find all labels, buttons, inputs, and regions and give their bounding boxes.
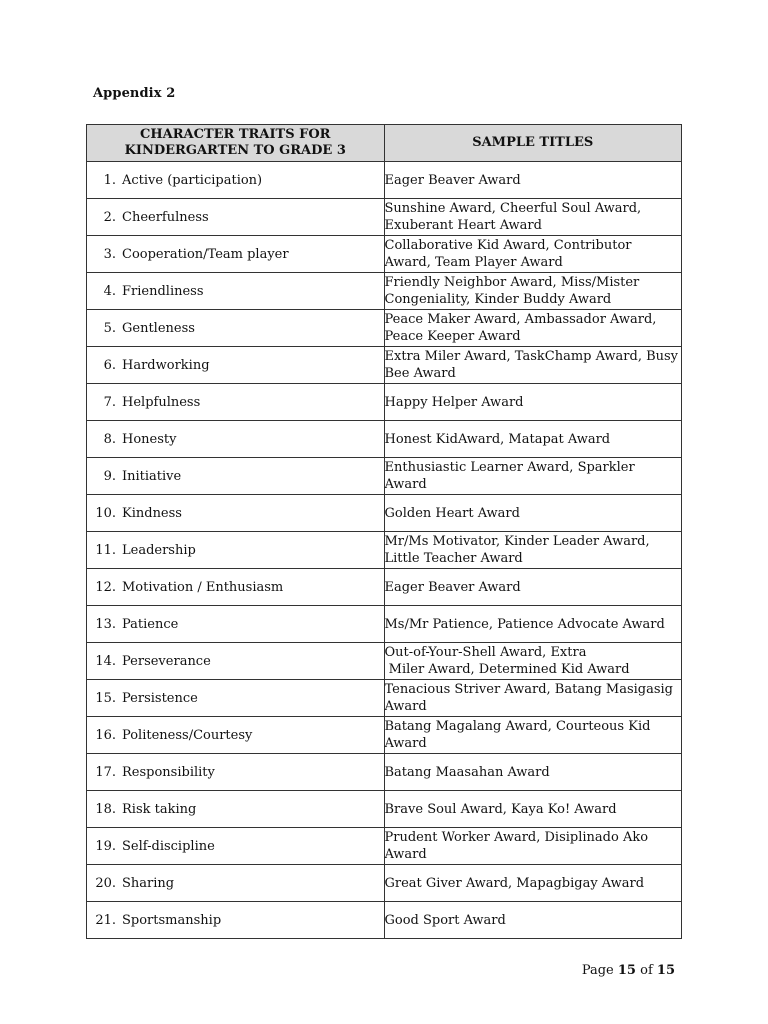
sample-titles-text: Eager Beaver Award xyxy=(384,172,521,188)
trait-cell xyxy=(87,495,385,532)
table-row xyxy=(87,606,682,643)
trait-name: Patience xyxy=(122,616,179,632)
trait-number: 15. xyxy=(95,690,116,706)
table-row xyxy=(87,199,682,236)
sample-titles-cell xyxy=(384,865,682,902)
table-row xyxy=(87,236,682,273)
character-traits-table xyxy=(86,124,682,939)
trait-cell xyxy=(87,902,385,939)
of-label: of xyxy=(640,963,653,978)
table-row xyxy=(87,532,682,569)
trait-cell xyxy=(87,680,385,717)
trait-name: Friendliness xyxy=(122,283,204,299)
trait-number: 3. xyxy=(103,246,116,262)
sample-titles-text: Collaborative Kid Award, Contributor Award, Team Player Award xyxy=(384,238,636,270)
sample-titles-text: Friendly Neighbor Award, Miss/Mister Congeniality, Kinder Buddy Award xyxy=(384,275,644,307)
table-row xyxy=(87,902,682,939)
trait-number: 18. xyxy=(95,801,116,817)
table-row xyxy=(87,828,682,865)
trait-cell xyxy=(87,532,385,569)
trait-cell xyxy=(87,421,385,458)
table-row xyxy=(87,495,682,532)
trait-number: 7. xyxy=(103,394,116,410)
trait-cell xyxy=(87,569,385,606)
traits-column-header: CHARACTER TRAITS FOR KINDERGARTEN TO GRADE 3 xyxy=(87,125,385,162)
sample-titles-text: Peace Maker Award, Ambassador Award, Peace Keeper Award xyxy=(384,312,661,344)
sample-titles-text: Extra Miler Award, TaskChamp Award, Busy Bee Award xyxy=(384,349,683,381)
trait-name: Perseverance xyxy=(122,653,211,669)
sample-titles-text: Batang Magalang Award, Courteous Kid Award xyxy=(384,719,655,751)
sample-titles-cell xyxy=(384,162,682,199)
trait-number: 16. xyxy=(95,727,116,743)
trait-name: Kindness xyxy=(122,505,182,521)
sample-titles-text: Mr/Ms Motivator, Kinder Leader Award, Little Teacher Award xyxy=(384,534,654,566)
trait-number: 21. xyxy=(95,912,116,928)
trait-name: Responsibility xyxy=(122,764,215,780)
trait-cell xyxy=(87,347,385,384)
trait-name: Honesty xyxy=(122,431,177,447)
trait-name: Motivation / Enthusiasm xyxy=(122,579,284,595)
table-row xyxy=(87,865,682,902)
sample-titles-text: Batang Maasahan Award xyxy=(384,764,550,780)
sample-titles-cell xyxy=(384,643,682,680)
table-body xyxy=(87,162,682,939)
trait-cell xyxy=(87,162,385,199)
trait-number: 17. xyxy=(95,764,116,780)
trait-number: 13. xyxy=(95,616,116,632)
table-row xyxy=(87,384,682,421)
sample-titles-text: Happy Helper Award xyxy=(384,394,524,410)
table-row xyxy=(87,791,682,828)
trait-number: 6. xyxy=(103,357,116,373)
sample-titles-cell xyxy=(384,902,682,939)
trait-name: Sportsmanship xyxy=(122,912,222,928)
table-row xyxy=(87,458,682,495)
table-header-row xyxy=(87,125,682,162)
sample-titles-text: Out-of-Your-Shell Award, Extra Miler Award, Determined Kid Award xyxy=(384,645,630,677)
page-footer xyxy=(582,963,675,978)
table-row xyxy=(87,717,682,754)
trait-name: Persistence xyxy=(122,690,198,706)
trait-cell xyxy=(87,310,385,347)
trait-cell xyxy=(87,236,385,273)
sample-titles-cell xyxy=(384,754,682,791)
sample-titles-text: Ms/Mr Patience, Patience Advocate Award xyxy=(384,616,665,632)
trait-cell xyxy=(87,754,385,791)
trait-cell xyxy=(87,199,385,236)
sample-titles-text: Sunshine Award, Cheerful Soul Award, Exuberant Heart Award xyxy=(384,201,646,233)
trait-name: Self-discipline xyxy=(122,838,215,854)
trait-name: Cheerfulness xyxy=(122,209,209,225)
trait-number: 12. xyxy=(95,579,116,595)
table-row xyxy=(87,643,682,680)
trait-cell xyxy=(87,791,385,828)
trait-cell xyxy=(87,384,385,421)
sample-titles-cell xyxy=(384,532,682,569)
trait-name: Active (participation) xyxy=(122,172,263,188)
trait-cell xyxy=(87,458,385,495)
trait-number: 4. xyxy=(103,283,116,299)
table-row xyxy=(87,569,682,606)
trait-cell xyxy=(87,273,385,310)
trait-name: Politeness/Courtesy xyxy=(122,727,253,743)
table-row xyxy=(87,754,682,791)
sample-titles-text: Brave Soul Award, Kaya Ko! Award xyxy=(384,801,617,817)
trait-cell xyxy=(87,606,385,643)
trait-number: 9. xyxy=(103,468,116,484)
sample-titles-cell xyxy=(384,791,682,828)
trait-number: 11. xyxy=(95,542,116,558)
page-label: Page xyxy=(581,963,614,978)
current-page: 15 xyxy=(617,963,636,978)
sample-titles-text: Tenacious Striver Award, Batang Masigasig Award xyxy=(384,682,678,714)
sample-titles-text: Honest KidAward, Matapat Award xyxy=(384,431,611,447)
sample-titles-text: Prudent Worker Award, Disiplinado Ako Award xyxy=(384,830,653,862)
trait-cell xyxy=(87,828,385,865)
appendix-title: Appendix 2 xyxy=(93,86,176,101)
trait-name: Hardworking xyxy=(122,357,210,373)
table-row xyxy=(87,421,682,458)
trait-number: 14. xyxy=(95,653,116,669)
table-row xyxy=(87,680,682,717)
trait-name: Risk taking xyxy=(122,801,197,817)
sample-titles-cell xyxy=(384,828,682,865)
trait-number: 10. xyxy=(95,505,116,521)
trait-number: 20. xyxy=(95,875,116,891)
sample-titles-text: Great Giver Award, Mapagbigay Award xyxy=(384,875,645,891)
trait-number: 2. xyxy=(103,209,116,225)
trait-cell xyxy=(87,717,385,754)
sample-titles-cell xyxy=(384,569,682,606)
sample-titles-cell xyxy=(384,495,682,532)
trait-name: Cooperation/Team player xyxy=(122,246,289,262)
sample-titles-cell xyxy=(384,310,682,347)
sample-titles-cell xyxy=(384,273,682,310)
sample-titles-text: Eager Beaver Award xyxy=(384,579,521,595)
trait-number: 1. xyxy=(103,172,116,188)
trait-number: 19. xyxy=(95,838,116,854)
trait-name: Initiative xyxy=(122,468,182,484)
sample-titles-cell xyxy=(384,717,682,754)
trait-name: Helpfulness xyxy=(122,394,201,410)
table-row xyxy=(87,347,682,384)
sample-titles-text: Enthusiastic Learner Award, Sparkler Award xyxy=(384,460,639,492)
sample-titles-cell xyxy=(384,384,682,421)
table-row xyxy=(87,310,682,347)
titles-column-header: SAMPLE TITLES xyxy=(384,125,682,162)
trait-cell xyxy=(87,865,385,902)
trait-name: Leadership xyxy=(122,542,196,558)
trait-number: 5. xyxy=(103,320,116,336)
trait-name: Sharing xyxy=(122,875,175,891)
sample-titles-cell xyxy=(384,347,682,384)
trait-cell xyxy=(87,643,385,680)
sample-titles-cell xyxy=(384,236,682,273)
sample-titles-cell xyxy=(384,680,682,717)
table-row xyxy=(87,162,682,199)
sample-titles-text: Golden Heart Award xyxy=(384,505,520,521)
sample-titles-cell xyxy=(384,458,682,495)
trait-name: Gentleness xyxy=(122,320,195,336)
sample-titles-text: Good Sport Award xyxy=(384,912,506,928)
trait-number: 8. xyxy=(103,431,116,447)
sample-titles-cell xyxy=(384,606,682,643)
total-pages: 15 xyxy=(656,963,675,978)
table-row xyxy=(87,273,682,310)
sample-titles-cell xyxy=(384,421,682,458)
sample-titles-cell xyxy=(384,199,682,236)
